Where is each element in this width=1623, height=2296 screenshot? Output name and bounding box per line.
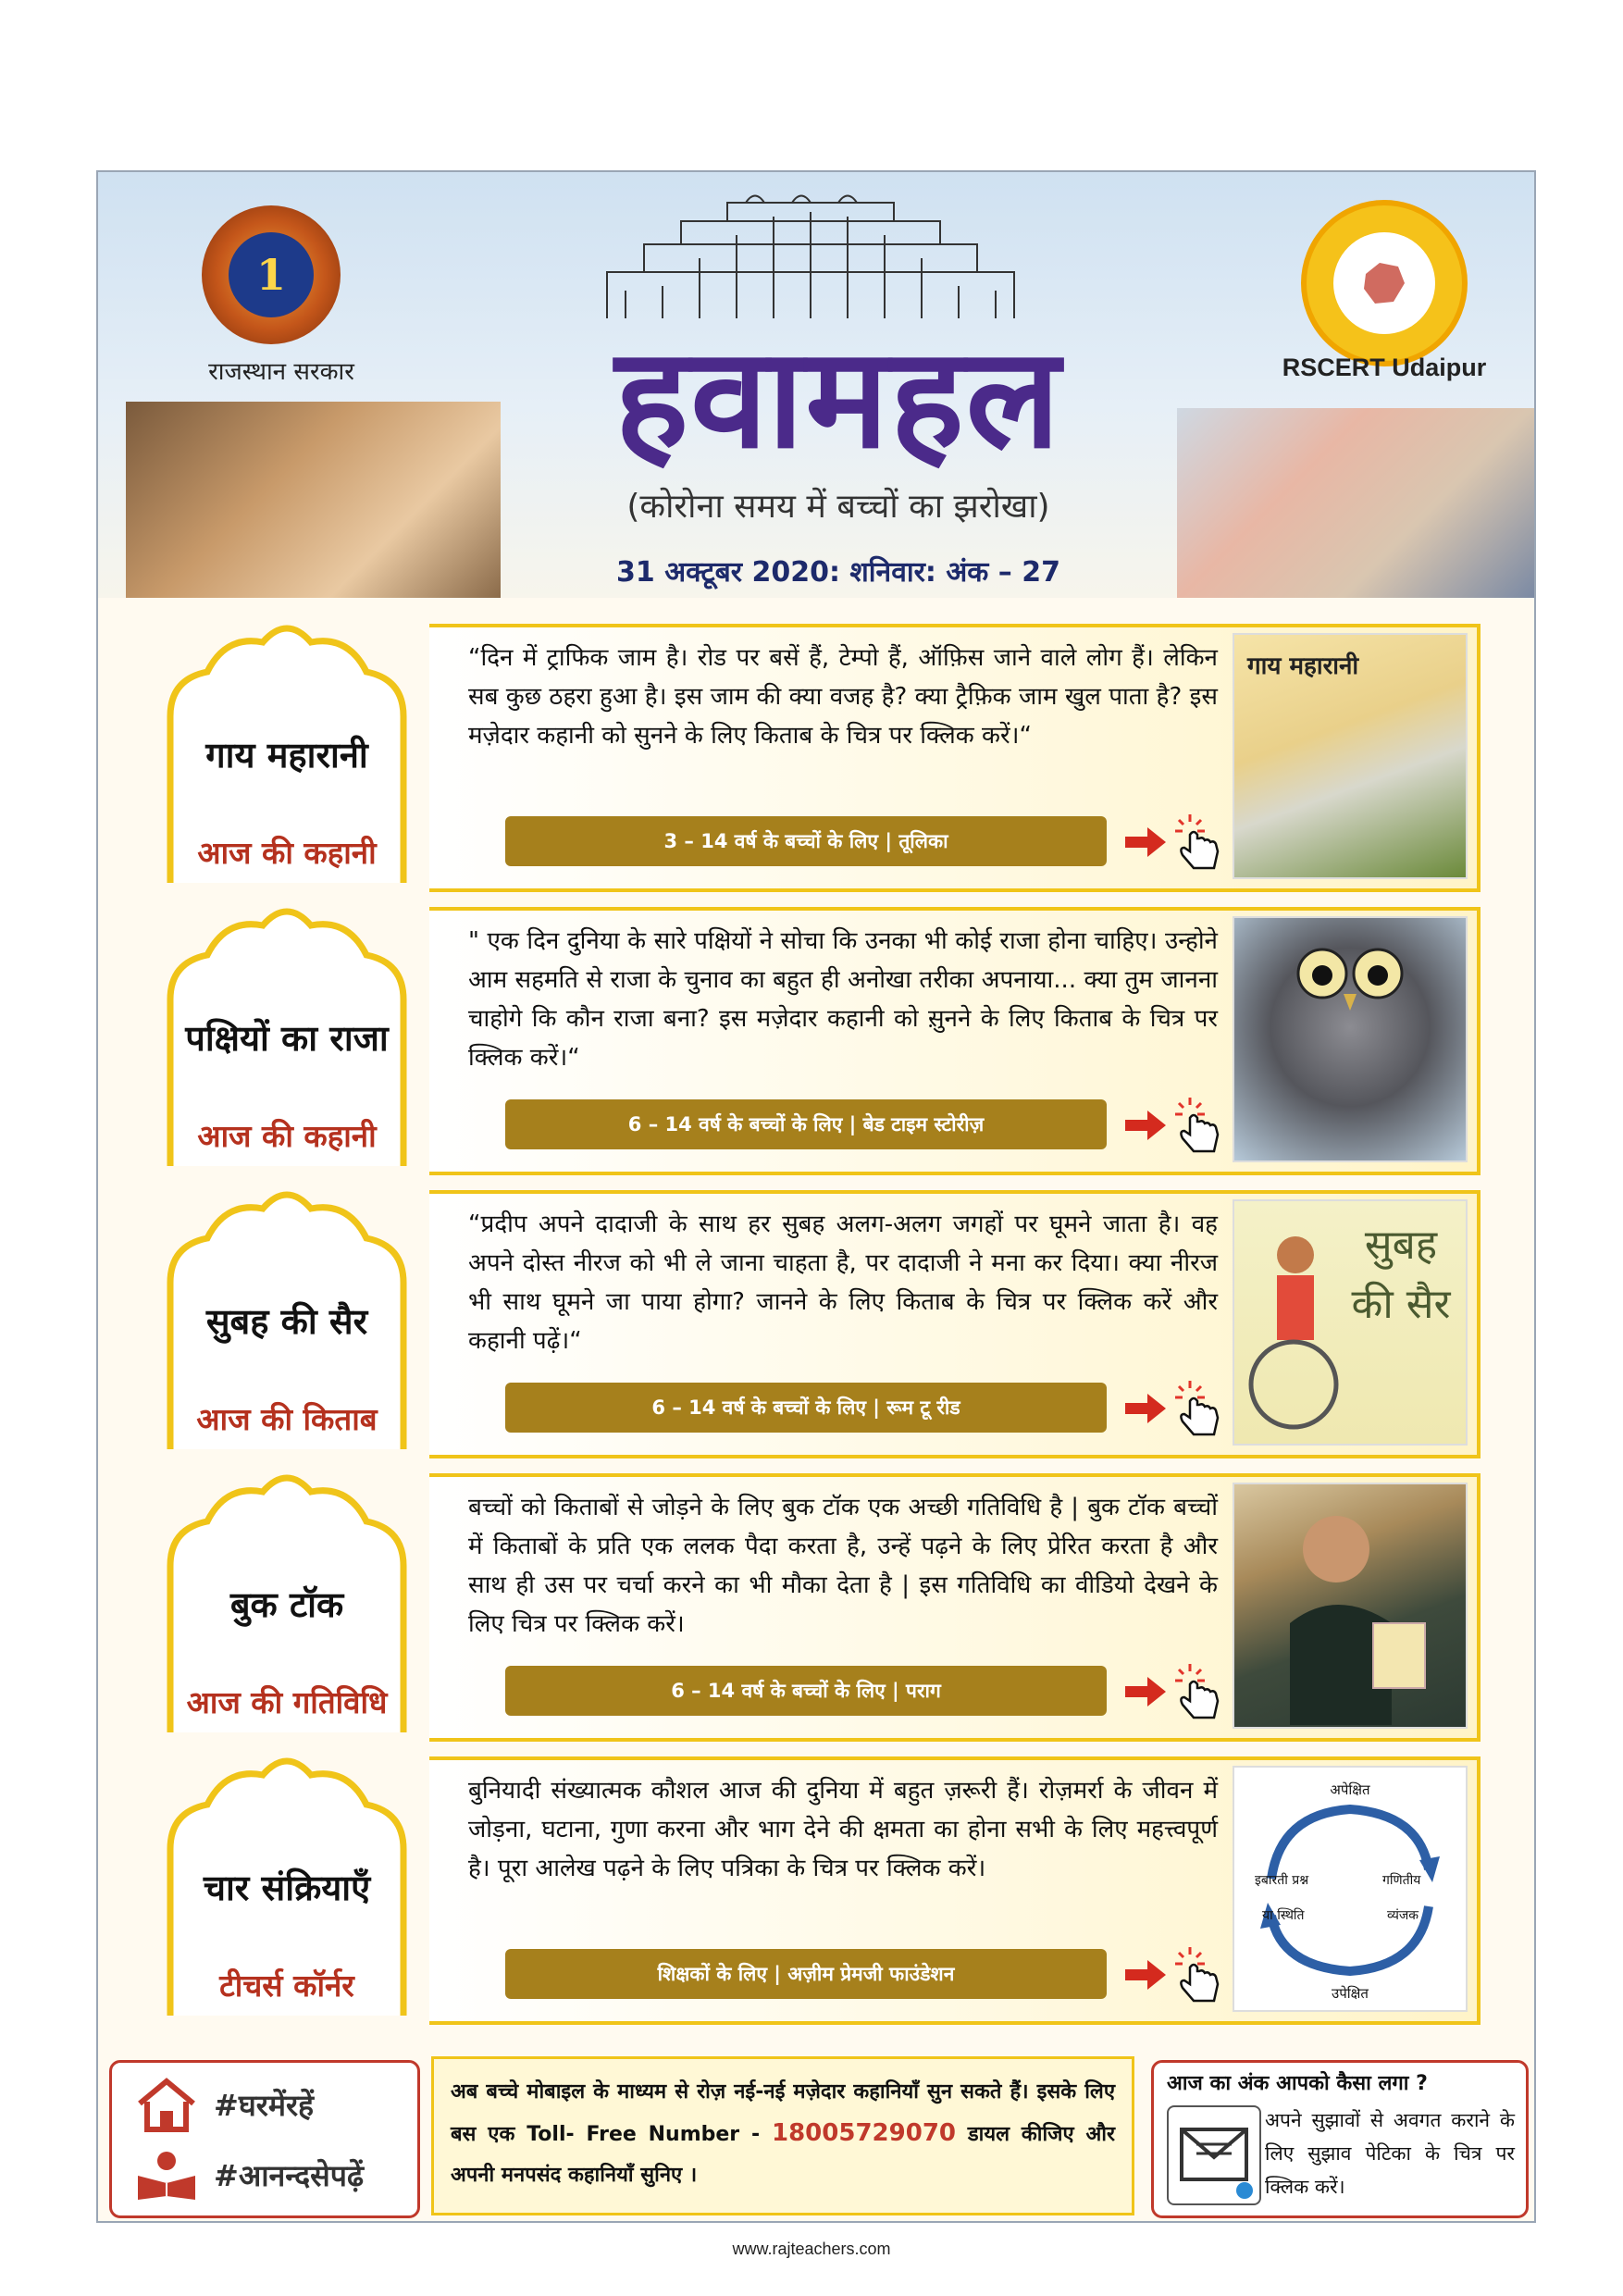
book-talk-video-thumbnail[interactable]: [1233, 1483, 1468, 1729]
paper-boats-books-photo: [1177, 408, 1534, 598]
home-icon: [134, 2076, 199, 2133]
section-description: “दिन में ट्राफिक जाम है। रोड पर बसें हैं, टेम्पो हैं, ऑफ़िस जाने वाले लोग हैं। लेकिन सब कुछ ठहरा हुआ है। इस जाम की क्या वजह है? क्या ट्रैफ़िक जाम खुल पाता है? इस मज़ेदार कहानी को सुनने के लिए किताब के चित्र पर क्लिक करें।“: [468, 644, 1218, 750]
section-description: “प्रदीप अपने दादाजी के साथ हर सुबह अलग-अलग जगहों पर घूमने जाता है। वह अपने दोस्त नीरज को भी ले जाना चाहता है, पर दादाजी ने मना कर दिया। क्या नीरज भी साथ घूमने जा पाया होगा? जानने के लिए किताब के चित्र पर क्लिक करें और कहानी पढ़ें।“: [468, 1210, 1218, 1355]
diagram-top-label: अपेक्षित: [1330, 1781, 1370, 1798]
section-tag: आज की कहानी: [197, 1117, 377, 1154]
rajasthan-govt-logo: 1: [202, 205, 341, 344]
audience-bar: 6 – 14 वर्ष के बच्चों के लिए | पराग: [505, 1666, 1107, 1716]
section-gay-maharani: [98, 614, 1534, 892]
audience-bar: 3 – 14 वर्ष के बच्चों के लिए | तूलिका: [505, 816, 1107, 866]
toll-text-part1: अब बच्चे मोबाइल के माध्यम से रोज़ नई-नई मज़ेदार कहानियाँ सुन सकते हैं। इसके लिए बस एक Toll- Free Number -: [451, 2080, 1115, 2146]
gov-label: राजस्थान सरकार: [208, 358, 354, 386]
magazine-subtitle: (कोरोना समय में बच्चों का झरोखा): [626, 488, 1050, 526]
section-title: सुबह की सैर: [205, 1301, 368, 1342]
toll-free-number: 18005729070: [772, 2119, 956, 2147]
toll-free-info: [431, 2056, 1134, 2215]
click-hand-icon[interactable]: [1171, 1660, 1225, 1721]
section-title: पक्षियों का राजा: [185, 1018, 389, 1059]
children-reading-photo: [126, 402, 501, 598]
magazine-title: हवामहल: [614, 318, 1062, 479]
section-title: गाय महारानी: [205, 735, 368, 776]
feedback-box: [1151, 2060, 1529, 2218]
hawa-mahal-illustration-icon: [588, 189, 1033, 318]
owl-icon: [1234, 918, 1466, 1160]
toll-text-part2: डायल कीजिए और अपनी मनपसंद कहानियाँ सुनिए ।: [451, 2123, 1115, 2187]
diagram-bottom-label: उपेक्षित: [1332, 1985, 1369, 2002]
hashtag-stay-home: #घरमेंरहें: [214, 2088, 315, 2123]
child-wheelchair-icon: [1238, 1227, 1358, 1440]
book-cover-thumbnail[interactable]: [1233, 633, 1468, 879]
section-tag: आज की गतिविधि: [186, 1683, 388, 1720]
diagram-right-label-2: व्यंजक: [1387, 1908, 1419, 1923]
audience-bar: 6 – 14 वर्ष के बच्चों के लिए | रूम टू रीड: [505, 1383, 1107, 1433]
suggestion-box-envelope-icon[interactable]: [1167, 2105, 1261, 2205]
section-title: बुक टॉक: [229, 1584, 344, 1625]
click-hand-icon[interactable]: [1171, 1943, 1225, 2004]
newsletter-page: [96, 170, 1536, 2223]
arrow-right-icon: [1123, 824, 1168, 861]
owl-puppet-thumbnail[interactable]: [1233, 916, 1468, 1162]
section-title: चार संक्रियाएँ: [203, 1868, 371, 1908]
presenter-icon: [1234, 1484, 1466, 1727]
reading-book-icon: [134, 2150, 199, 2202]
book-cover-thumbnail[interactable]: [1233, 1199, 1468, 1446]
section-tag: आज की किताब: [196, 1400, 378, 1437]
section-char-sankriyayen: [98, 1747, 1534, 2025]
section-book-talk: [98, 1464, 1534, 1742]
section-description: बुनियादी संख्यात्मक कौशल आज की दुनिया में बहुत ज़रूरी हैं। रोज़मर्रा के जीवन में जोड़ना, घटाना, गुणा करना और भाग देने की क्षमता का होना सभी के लिए महत्त्वपूर्ण है। पूरा आलेख पढ़ने के लिए पत्रिका के चित्र पर क्लिक करें।: [468, 1777, 1218, 1882]
org-label: RSCERT Udaipur: [1282, 354, 1487, 381]
section-description: बच्चों को किताबों से जोड़ने के लिए बुक टॉक एक अच्छी गतिविधि है | बुक टॉक बच्चों में किताबों के प्रति एक ललक पैदा करता है, उन्हें पढ़ने के लिए प्रेरित करता है और साथ ही उस पर चर्चा करने का भी मौका देता है | इस गतिविधि का वीडियो देखने के लिए चित्र पर क्लिक करें।: [468, 1494, 1218, 1638]
thumb-title: गाय महारानी: [1247, 652, 1359, 680]
issue-date: 31 अक्टूबर 2020: शनिवार: अंक – 27: [616, 556, 1060, 589]
hashtag-read-joyfully: #आनन्दसेपढ़ें: [214, 2158, 364, 2193]
section-tag: आज की कहानी: [197, 834, 377, 871]
rscert-map-icon: [1357, 255, 1412, 311]
cycle-arrows-icon: [1234, 1768, 1466, 2010]
arrow-right-icon: [1123, 1107, 1168, 1144]
diagram-left-label-2: या स्थिति: [1262, 1908, 1305, 1923]
rscert-logo: [1301, 200, 1468, 366]
feedback-text: अपने सुझावों से अवगत कराने के लिए सुझाव पेटिका के चित्र पर क्लिक करें।: [1265, 2109, 1515, 2198]
header-banner: [98, 172, 1534, 598]
hashtag-box: [109, 2060, 420, 2218]
feedback-title: आज का अंक आपको कैसा लगा ?: [1167, 2072, 1428, 2095]
arrow-right-icon: [1123, 1956, 1168, 1993]
footer: [98, 2051, 1534, 2221]
envelope-icon: [1169, 2107, 1259, 2203]
click-hand-icon[interactable]: [1171, 1094, 1225, 1155]
audience-bar: 6 – 14 वर्ष के बच्चों के लिए | बेड टाइम स्टोरीज़: [505, 1099, 1107, 1149]
thumb-title: सुबह की सैर: [1351, 1222, 1451, 1328]
audience-bar: शिक्षकों के लिए | अज़ीम प्रेमजी फाउंडेशन: [505, 1949, 1107, 1999]
arrow-right-icon: [1123, 1673, 1168, 1710]
section-description: " एक दिन दुनिया के सारे पक्षियों ने सोचा कि उनका भी कोई राजा होना चाहिए। उन्होने आम सहमति से राजा के चुनाव का बहुत ही अनोखा तरीका अपनाया... क्या तुम जानना चाहोगे कि कौन राजा बना? इस मज़ेदार कहानी को स़ुनने के लिए किताब के चित्र पर क्लिक करें।“: [468, 927, 1218, 1072]
diagram-right-label-1: गणितीय: [1382, 1873, 1421, 1888]
click-hand-icon[interactable]: [1171, 811, 1225, 872]
section-pakshiyon-ka-raja: [98, 898, 1534, 1175]
arrow-right-icon: [1123, 1390, 1168, 1427]
click-hand-icon[interactable]: [1171, 1377, 1225, 1438]
diagram-left-label-1: इबारती प्रश्न: [1255, 1873, 1309, 1888]
cycle-diagram-thumbnail[interactable]: [1233, 1766, 1468, 2012]
website-link[interactable]: www.rajteachers.com: [732, 2240, 891, 2258]
section-subah-ki-sair: [98, 1181, 1534, 1458]
section-tag: टीचर्स कॉर्नर: [219, 1967, 354, 2004]
